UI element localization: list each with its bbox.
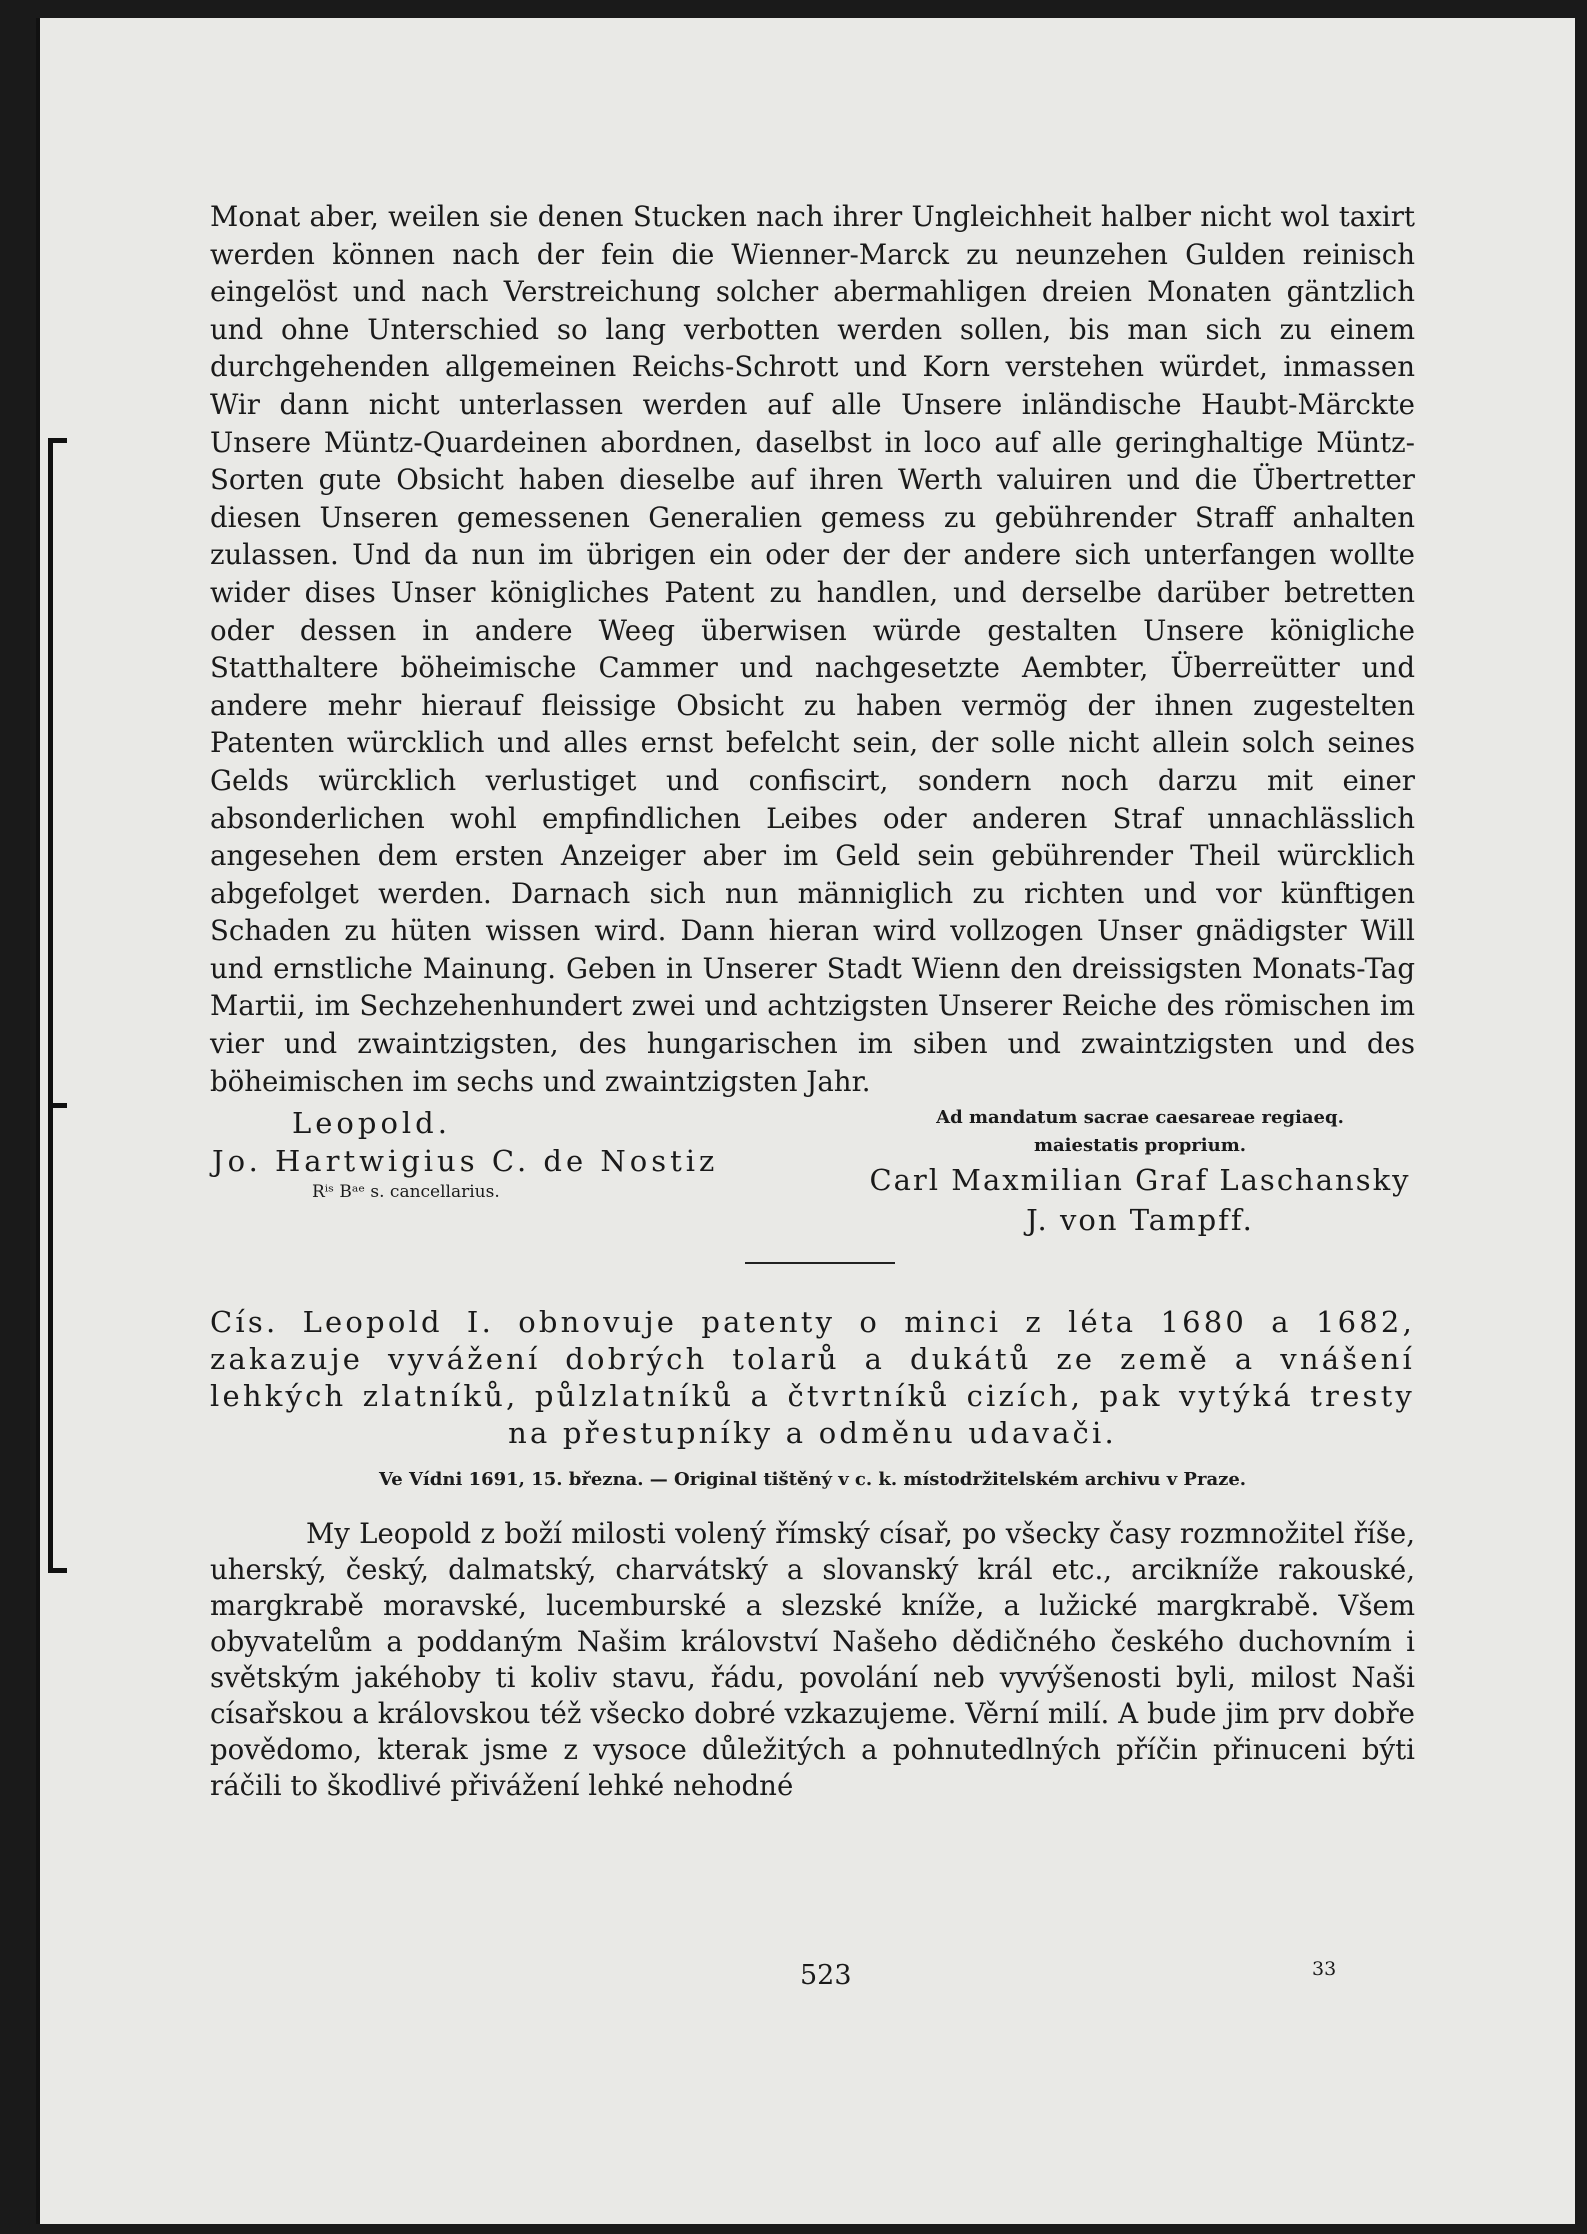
signature-right: [850, 1104, 1430, 1240]
czech-text: [210, 1516, 1415, 1804]
binding-mark-lower: [48, 1098, 67, 1573]
czech-heading: Cís. Leopold I. obnovuje patenty o minci z léta 1680 a 1682, zakazuje vyvážení dobrých tolarů a dukátů ze země a vnášení lehkých zlatníků, půlzlatníků a čtvrtníků cizích, pak vytýká tresty na přestupníky a odměnu udavači.: [210, 1305, 1415, 1451]
page-text: [210, 198, 1415, 1804]
german-text: [210, 198, 1415, 1100]
german-paragraph: Monat aber, weilen sie denen Stucken nach ihrer Ungleichheit halber nicht wol taxirt werden können nach der fein die Wienner-Marck zu neunzehen Gulden reinisch eingelöst und nach Verstreichung solcher abermahligen dreien Monaten gäntzlich und ohne Unterschied so lang verbotten werden sollen, bis man sich zu einem durchgehenden allgemeinen Reichs-Schrott und Korn verstehen würdet, inmassen Wir dann nicht unterlassen werden auf alle Unsere inländische Haubt-Märckte Unsere Müntz-Quardeinen abordnen, daselbst in loco auf alle geringhaltige Müntz-Sorten gute Obsicht haben dieselbe auf ihren Werth valuiren und die Übertretter diesen Unseren gemessenen Generalien gemess zu gebührender Straff anhalten zulassen. Und da nun im übrigen ein oder der der andere sich unterfangen wollte wider dises Unser königliches Patent zu handlen, und derselbe darüber betretten oder dessen in andere Weeg überwisen würde gestalten Unsere königliche Statthaltere böheimische Cammer und nachgesetzte Aembter, Überreütter und andere mehr hierauf fleissige Obsicht zu haben vermög der ihnen zugestelten Patenten würcklich und alles ernst befelcht sein, der solle nicht allein solch seines Gelds würcklich verlustiget und confiscirt, sondern noch darzu mit einer absonderlichen wohl empfindlichen Leibes oder anderen Straf unnachlässlich angesehen dem ersten Anzeiger aber im Geld sein gebührender Theil würcklich abgefolget werden. Darnach sich nun männiglich zu richten und vor künftigen Schaden zu hüten wissen wird. Dann hieran wird vollzogen Unser gnädigster Will und ernstliche Mainung. Geben in Unserer Stadt Wienn den dreissigsten Monats-Tag Martii, im Sechzehenhundert zwei und achtzigsten Unserer Reiche des römischen im vier und zwaintzigsten, des hungarischen im siben und zwaintzigsten und des böheimischen im sechs und zwaintzigsten Jahr.: [210, 200, 1415, 1098]
page-number: 523: [800, 1960, 852, 1991]
document-page: [36, 18, 1575, 2224]
signature-tampff: J. von Tampff.: [1026, 1203, 1254, 1238]
section-divider: [745, 1262, 895, 1264]
mandate-line-1: Ad mandatum sacrae caesareae regiaeq.: [936, 1107, 1344, 1129]
czech-paragraph: My Leopold z boží milosti volený římský císař, po všecky časy rozmnožitel říše, uherský, český, dalmatský, charvátský a slovanský král etc., arcikníže rakouské, margkrabě moravské, lucemburské a slezské kníže, a lužické margkrabě. Všem obyvatelům a poddaným Našim království Našeho dědičného českého duchovním i světským jakéhoby ti koliv stavu, řádu, povolání neb vyvýšenosti byli, milost Naši císařskou a královskou též všecko dobré vzkazujeme. Věrní milí. A bude jim prv dobře povědomo, kterak jsme z vysoce důležitých a pohnutedlných příčin přinuceni býti ráčili to škodlivé přivážení lehké nehodné: [210, 1517, 1415, 1803]
signature-title: Rⁱˢ Bᵃᵉ s. cancellarius.: [312, 1182, 500, 1203]
signature-mark: 33: [1312, 1958, 1337, 1980]
mandate-line-2: maiestatis proprium.: [1033, 1135, 1247, 1157]
signature-laschansky: Carl Maxmilian Graf Laschansky: [869, 1163, 1411, 1198]
binding-mark: [48, 438, 67, 1108]
source-note: Ve Vídni 1691, 15. března. — Original tištěný v c. k. místodržitelském archivu v Praze.: [378, 1469, 1247, 1491]
signature-block: [210, 1104, 1415, 1254]
signature-nostiz: Jo. Hartwigius C. de Nostiz: [212, 1144, 719, 1179]
signature-leopold: Leopold.: [292, 1106, 451, 1141]
signature-left: [212, 1104, 732, 1204]
